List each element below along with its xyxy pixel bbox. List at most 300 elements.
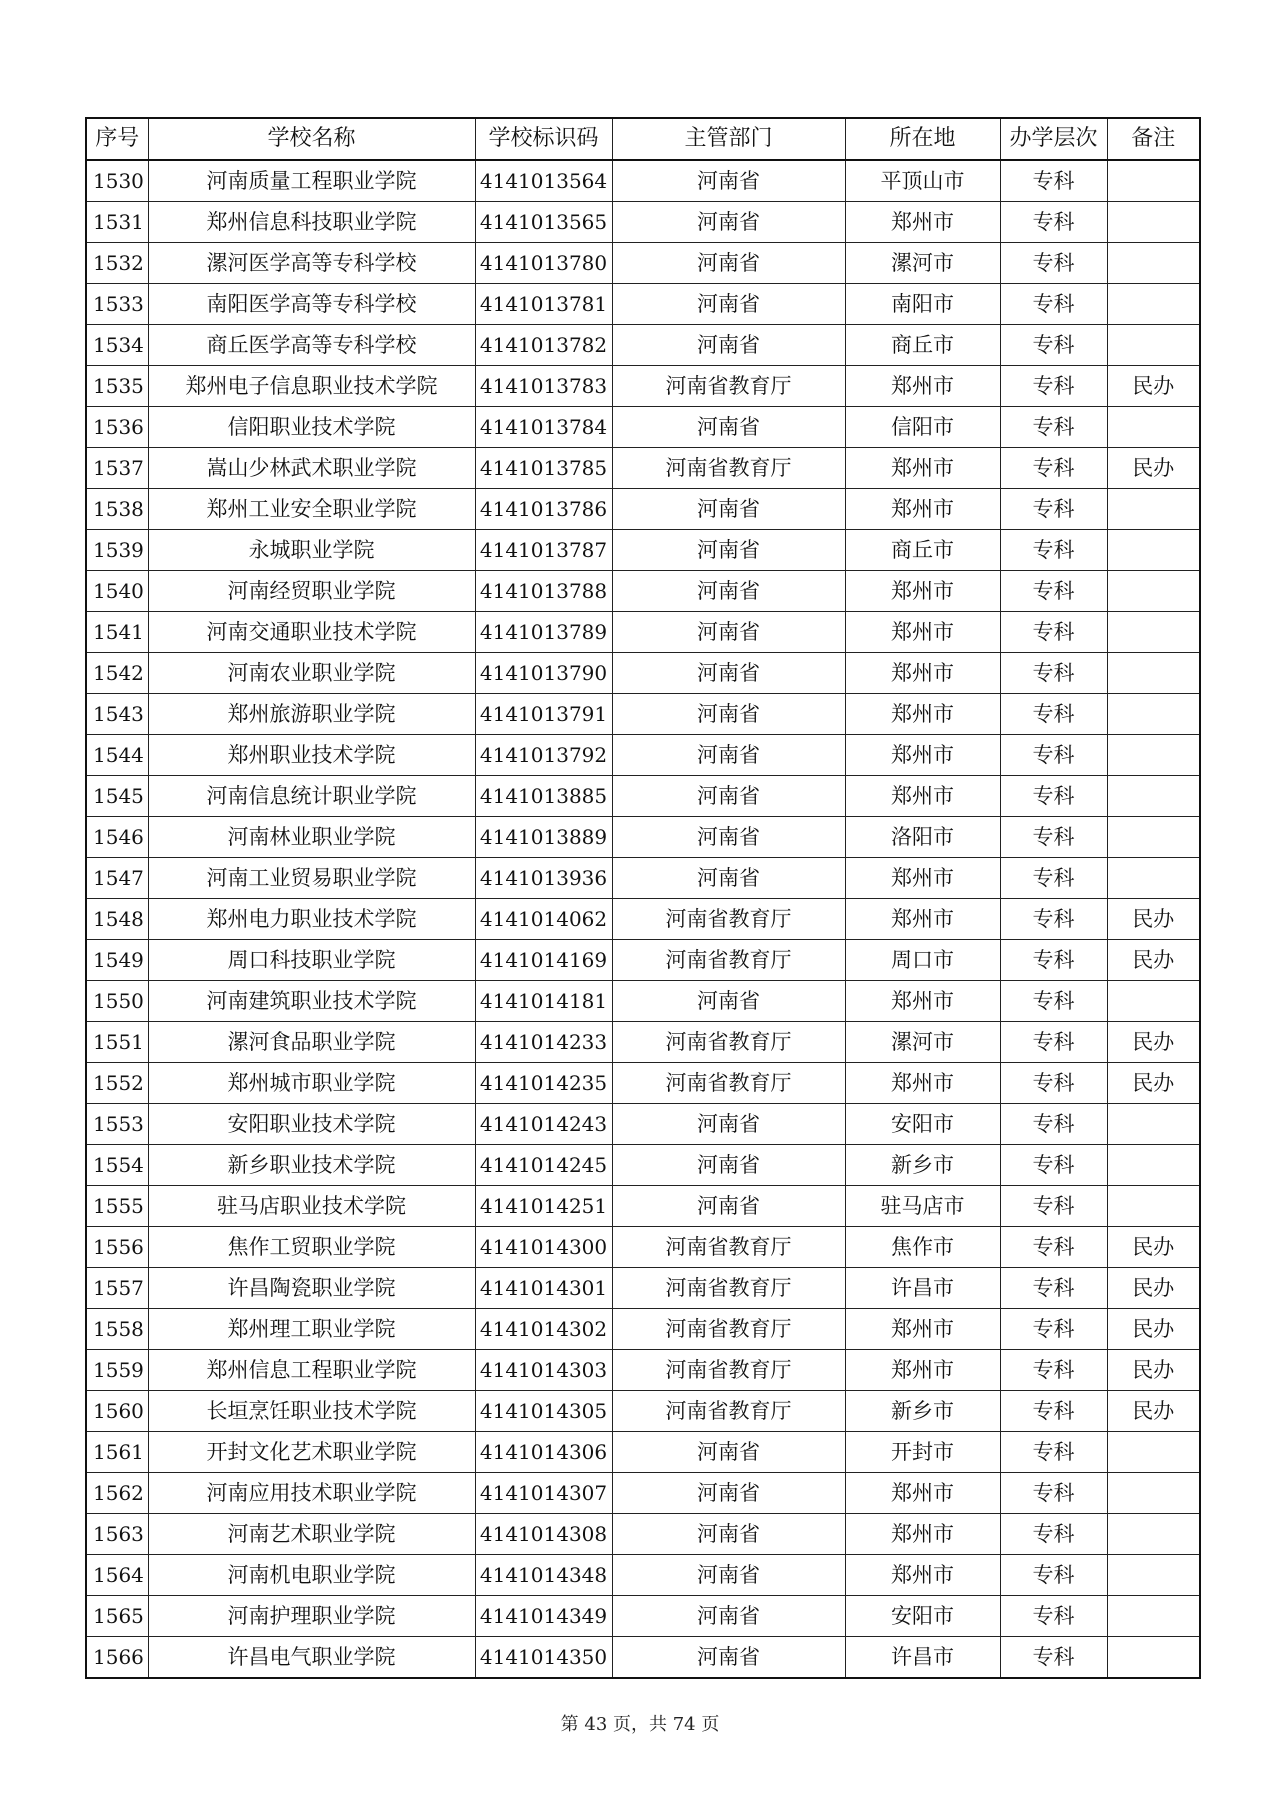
serial-cell: 1541 <box>86 612 148 653</box>
level-cell: 专科 <box>1000 366 1107 407</box>
school-code-cell: 4141014243 <box>475 1104 612 1145</box>
column-header-serial: 序号 <box>86 118 148 160</box>
authority-cell: 河南省 <box>612 1104 845 1145</box>
authority-cell: 河南省 <box>612 858 845 899</box>
school-code-cell: 4141014350 <box>475 1637 612 1679</box>
remarks-cell: 民办 <box>1107 366 1200 407</box>
remarks-cell: 民办 <box>1107 1268 1200 1309</box>
authority-cell: 河南省 <box>612 694 845 735</box>
school-code-cell: 4141014301 <box>475 1268 612 1309</box>
location-cell: 郑州市 <box>845 1350 1000 1391</box>
table-row <box>86 1104 1200 1145</box>
level-cell: 专科 <box>1000 1268 1107 1309</box>
school-code-cell: 4141014307 <box>475 1473 612 1514</box>
school-name-cell: 驻马店职业技术学院 <box>148 1186 475 1227</box>
table-row <box>86 735 1200 776</box>
authority-cell: 河南省教育厅 <box>612 1391 845 1432</box>
location-cell: 许昌市 <box>845 1637 1000 1679</box>
level-cell: 专科 <box>1000 284 1107 325</box>
school-code-cell: 4141013564 <box>475 160 612 202</box>
table-row <box>86 571 1200 612</box>
serial-cell: 1530 <box>86 160 148 202</box>
authority-cell: 河南省 <box>612 612 845 653</box>
location-cell: 郑州市 <box>845 858 1000 899</box>
level-cell: 专科 <box>1000 1473 1107 1514</box>
remarks-cell <box>1107 407 1200 448</box>
serial-cell: 1537 <box>86 448 148 489</box>
location-cell: 安阳市 <box>845 1596 1000 1637</box>
level-cell: 专科 <box>1000 1145 1107 1186</box>
school-code-cell: 4141014300 <box>475 1227 612 1268</box>
serial-cell: 1533 <box>86 284 148 325</box>
table-row <box>86 1022 1200 1063</box>
remarks-cell: 民办 <box>1107 1227 1200 1268</box>
remarks-cell <box>1107 1432 1200 1473</box>
school-name-cell: 河南应用技术职业学院 <box>148 1473 475 1514</box>
table-row <box>86 981 1200 1022</box>
table-header <box>86 118 1200 160</box>
remarks-cell <box>1107 776 1200 817</box>
serial-cell: 1543 <box>86 694 148 735</box>
remarks-cell <box>1107 981 1200 1022</box>
authority-cell: 河南省教育厅 <box>612 1350 845 1391</box>
column-header-school-code: 学校标识码 <box>475 118 612 160</box>
authority-cell: 河南省 <box>612 1186 845 1227</box>
table-row <box>86 160 1200 202</box>
remarks-cell <box>1107 735 1200 776</box>
serial-cell: 1534 <box>86 325 148 366</box>
serial-cell: 1531 <box>86 202 148 243</box>
level-cell: 专科 <box>1000 1350 1107 1391</box>
table-row <box>86 1637 1200 1679</box>
authority-cell: 河南省教育厅 <box>612 899 845 940</box>
remarks-cell <box>1107 160 1200 202</box>
level-cell: 专科 <box>1000 1555 1107 1596</box>
authority-cell: 河南省 <box>612 1514 845 1555</box>
level-cell: 专科 <box>1000 243 1107 284</box>
school-name-cell: 郑州电子信息职业技术学院 <box>148 366 475 407</box>
authority-cell: 河南省教育厅 <box>612 366 845 407</box>
school-name-cell: 河南林业职业学院 <box>148 817 475 858</box>
serial-cell: 1559 <box>86 1350 148 1391</box>
table-row <box>86 1227 1200 1268</box>
serial-cell: 1552 <box>86 1063 148 1104</box>
serial-cell: 1546 <box>86 817 148 858</box>
authority-cell: 河南省 <box>612 284 845 325</box>
school-code-cell: 4141013885 <box>475 776 612 817</box>
table-row <box>86 817 1200 858</box>
remarks-cell <box>1107 653 1200 694</box>
school-name-cell: 安阳职业技术学院 <box>148 1104 475 1145</box>
level-cell: 专科 <box>1000 1227 1107 1268</box>
level-cell: 专科 <box>1000 489 1107 530</box>
remarks-cell <box>1107 694 1200 735</box>
school-list-table <box>85 117 1201 1679</box>
remarks-cell <box>1107 1555 1200 1596</box>
school-name-cell: 河南经贸职业学院 <box>148 571 475 612</box>
table-body <box>86 160 1200 1678</box>
school-name-cell: 信阳职业技术学院 <box>148 407 475 448</box>
location-cell: 郑州市 <box>845 571 1000 612</box>
table-row <box>86 1309 1200 1350</box>
table-row <box>86 899 1200 940</box>
authority-cell: 河南省教育厅 <box>612 1268 845 1309</box>
serial-cell: 1549 <box>86 940 148 981</box>
school-name-cell: 南阳医学高等专科学校 <box>148 284 475 325</box>
table-row <box>86 284 1200 325</box>
level-cell: 专科 <box>1000 694 1107 735</box>
remarks-cell: 民办 <box>1107 940 1200 981</box>
level-cell: 专科 <box>1000 981 1107 1022</box>
authority-cell: 河南省教育厅 <box>612 1227 845 1268</box>
school-name-cell: 商丘医学高等专科学校 <box>148 325 475 366</box>
level-cell: 专科 <box>1000 817 1107 858</box>
serial-cell: 1566 <box>86 1637 148 1679</box>
authority-cell: 河南省 <box>612 489 845 530</box>
table-row <box>86 1350 1200 1391</box>
authority-cell: 河南省 <box>612 571 845 612</box>
table-row <box>86 694 1200 735</box>
table-row <box>86 1063 1200 1104</box>
table-row <box>86 1596 1200 1637</box>
school-code-cell: 4141013936 <box>475 858 612 899</box>
table-row <box>86 407 1200 448</box>
level-cell: 专科 <box>1000 940 1107 981</box>
location-cell: 郑州市 <box>845 1555 1000 1596</box>
remarks-cell: 民办 <box>1107 1350 1200 1391</box>
level-cell: 专科 <box>1000 858 1107 899</box>
location-cell: 许昌市 <box>845 1268 1000 1309</box>
location-cell: 郑州市 <box>845 612 1000 653</box>
table-row <box>86 776 1200 817</box>
school-name-cell: 许昌电气职业学院 <box>148 1637 475 1679</box>
school-name-cell: 长垣烹饪职业技术学院 <box>148 1391 475 1432</box>
location-cell: 新乡市 <box>845 1145 1000 1186</box>
location-cell: 郑州市 <box>845 981 1000 1022</box>
authority-cell: 河南省 <box>612 243 845 284</box>
school-name-cell: 开封文化艺术职业学院 <box>148 1432 475 1473</box>
table-row <box>86 243 1200 284</box>
table-row <box>86 858 1200 899</box>
column-header-level: 办学层次 <box>1000 118 1107 160</box>
level-cell: 专科 <box>1000 202 1107 243</box>
school-code-cell: 4141013789 <box>475 612 612 653</box>
level-cell: 专科 <box>1000 899 1107 940</box>
school-name-cell: 郑州理工职业学院 <box>148 1309 475 1350</box>
authority-cell: 河南省 <box>612 776 845 817</box>
school-code-cell: 4141014348 <box>475 1555 612 1596</box>
authority-cell: 河南省 <box>612 653 845 694</box>
school-code-cell: 4141013786 <box>475 489 612 530</box>
serial-cell: 1564 <box>86 1555 148 1596</box>
serial-cell: 1556 <box>86 1227 148 1268</box>
table-row <box>86 202 1200 243</box>
authority-cell: 河南省 <box>612 325 845 366</box>
serial-cell: 1553 <box>86 1104 148 1145</box>
column-header-remarks: 备注 <box>1107 118 1200 160</box>
serial-cell: 1536 <box>86 407 148 448</box>
remarks-cell <box>1107 1596 1200 1637</box>
authority-cell: 河南省 <box>612 1637 845 1679</box>
table-row <box>86 1145 1200 1186</box>
location-cell: 郑州市 <box>845 1514 1000 1555</box>
level-cell: 专科 <box>1000 407 1107 448</box>
location-cell: 开封市 <box>845 1432 1000 1473</box>
column-header-authority: 主管部门 <box>612 118 845 160</box>
authority-cell: 河南省 <box>612 1555 845 1596</box>
table-row <box>86 366 1200 407</box>
location-cell: 郑州市 <box>845 1309 1000 1350</box>
remarks-cell: 民办 <box>1107 1391 1200 1432</box>
location-cell: 郑州市 <box>845 489 1000 530</box>
location-cell: 郑州市 <box>845 366 1000 407</box>
school-code-cell: 4141013785 <box>475 448 612 489</box>
location-cell: 安阳市 <box>845 1104 1000 1145</box>
school-name-cell: 郑州信息科技职业学院 <box>148 202 475 243</box>
column-header-location: 所在地 <box>845 118 1000 160</box>
level-cell: 专科 <box>1000 612 1107 653</box>
location-cell: 驻马店市 <box>845 1186 1000 1227</box>
table-row <box>86 1555 1200 1596</box>
level-cell: 专科 <box>1000 735 1107 776</box>
authority-cell: 河南省教育厅 <box>612 1063 845 1104</box>
remarks-cell <box>1107 612 1200 653</box>
authority-cell: 河南省 <box>612 817 845 858</box>
location-cell: 郑州市 <box>845 776 1000 817</box>
authority-cell: 河南省教育厅 <box>612 1309 845 1350</box>
page-footer: 第 43 页，共 74 页 <box>560 1714 720 1735</box>
school-code-cell: 4141013788 <box>475 571 612 612</box>
school-name-cell: 郑州信息工程职业学院 <box>148 1350 475 1391</box>
level-cell: 专科 <box>1000 160 1107 202</box>
serial-cell: 1555 <box>86 1186 148 1227</box>
remarks-cell <box>1107 202 1200 243</box>
level-cell: 专科 <box>1000 325 1107 366</box>
serial-cell: 1551 <box>86 1022 148 1063</box>
location-cell: 郑州市 <box>845 653 1000 694</box>
school-name-cell: 郑州工业安全职业学院 <box>148 489 475 530</box>
serial-cell: 1538 <box>86 489 148 530</box>
school-code-cell: 4141014302 <box>475 1309 612 1350</box>
authority-cell: 河南省教育厅 <box>612 1022 845 1063</box>
serial-cell: 1540 <box>86 571 148 612</box>
school-code-cell: 4141014308 <box>475 1514 612 1555</box>
authority-cell: 河南省教育厅 <box>612 448 845 489</box>
serial-cell: 1557 <box>86 1268 148 1309</box>
school-code-cell: 4141014245 <box>475 1145 612 1186</box>
authority-cell: 河南省 <box>612 530 845 571</box>
level-cell: 专科 <box>1000 1432 1107 1473</box>
authority-cell: 河南省 <box>612 1145 845 1186</box>
school-name-cell: 河南护理职业学院 <box>148 1596 475 1637</box>
location-cell: 焦作市 <box>845 1227 1000 1268</box>
location-cell: 新乡市 <box>845 1391 1000 1432</box>
authority-cell: 河南省 <box>612 160 845 202</box>
header-row <box>86 118 1200 160</box>
school-name-cell: 嵩山少林武术职业学院 <box>148 448 475 489</box>
table-row <box>86 1391 1200 1432</box>
table-row <box>86 1473 1200 1514</box>
school-code-cell: 4141013787 <box>475 530 612 571</box>
school-name-cell: 郑州旅游职业学院 <box>148 694 475 735</box>
level-cell: 专科 <box>1000 530 1107 571</box>
remarks-cell <box>1107 530 1200 571</box>
serial-cell: 1545 <box>86 776 148 817</box>
remarks-cell <box>1107 489 1200 530</box>
school-name-cell: 河南交通职业技术学院 <box>148 612 475 653</box>
location-cell: 郑州市 <box>845 448 1000 489</box>
remarks-cell <box>1107 858 1200 899</box>
school-code-cell: 4141014251 <box>475 1186 612 1227</box>
school-code-cell: 4141014303 <box>475 1350 612 1391</box>
school-code-cell: 4141014169 <box>475 940 612 981</box>
serial-cell: 1535 <box>86 366 148 407</box>
remarks-cell: 民办 <box>1107 1309 1200 1350</box>
location-cell: 洛阳市 <box>845 817 1000 858</box>
authority-cell: 河南省 <box>612 1473 845 1514</box>
remarks-cell <box>1107 243 1200 284</box>
serial-cell: 1554 <box>86 1145 148 1186</box>
school-code-cell: 4141013791 <box>475 694 612 735</box>
school-code-cell: 4141014349 <box>475 1596 612 1637</box>
remarks-cell: 民办 <box>1107 1022 1200 1063</box>
location-cell: 郑州市 <box>845 899 1000 940</box>
remarks-cell <box>1107 817 1200 858</box>
school-name-cell: 许昌陶瓷职业学院 <box>148 1268 475 1309</box>
serial-cell: 1539 <box>86 530 148 571</box>
serial-cell: 1560 <box>86 1391 148 1432</box>
authority-cell: 河南省 <box>612 407 845 448</box>
table-row <box>86 489 1200 530</box>
authority-cell: 河南省 <box>612 1432 845 1473</box>
level-cell: 专科 <box>1000 1391 1107 1432</box>
location-cell: 郑州市 <box>845 735 1000 776</box>
remarks-cell <box>1107 1637 1200 1679</box>
location-cell: 平顶山市 <box>845 160 1000 202</box>
school-code-cell: 4141014233 <box>475 1022 612 1063</box>
authority-cell: 河南省 <box>612 981 845 1022</box>
serial-cell: 1548 <box>86 899 148 940</box>
table-row <box>86 448 1200 489</box>
remarks-cell: 民办 <box>1107 448 1200 489</box>
serial-cell: 1550 <box>86 981 148 1022</box>
school-name-cell: 河南工业贸易职业学院 <box>148 858 475 899</box>
serial-cell: 1562 <box>86 1473 148 1514</box>
column-header-school-name: 学校名称 <box>148 118 475 160</box>
serial-cell: 1547 <box>86 858 148 899</box>
school-code-cell: 4141013889 <box>475 817 612 858</box>
table-row <box>86 1432 1200 1473</box>
table-row <box>86 653 1200 694</box>
location-cell: 漯河市 <box>845 243 1000 284</box>
remarks-cell <box>1107 325 1200 366</box>
location-cell: 南阳市 <box>845 284 1000 325</box>
school-name-cell: 河南质量工程职业学院 <box>148 160 475 202</box>
school-code-cell: 4141013783 <box>475 366 612 407</box>
remarks-cell <box>1107 1145 1200 1186</box>
location-cell: 信阳市 <box>845 407 1000 448</box>
level-cell: 专科 <box>1000 653 1107 694</box>
school-name-cell: 河南艺术职业学院 <box>148 1514 475 1555</box>
level-cell: 专科 <box>1000 1063 1107 1104</box>
location-cell: 郑州市 <box>845 1473 1000 1514</box>
level-cell: 专科 <box>1000 1514 1107 1555</box>
remarks-cell <box>1107 1104 1200 1145</box>
level-cell: 专科 <box>1000 776 1107 817</box>
level-cell: 专科 <box>1000 1637 1107 1679</box>
table-row <box>86 1268 1200 1309</box>
authority-cell: 河南省 <box>612 1596 845 1637</box>
serial-cell: 1563 <box>86 1514 148 1555</box>
school-name-cell: 郑州城市职业学院 <box>148 1063 475 1104</box>
serial-cell: 1558 <box>86 1309 148 1350</box>
school-code-cell: 4141013784 <box>475 407 612 448</box>
level-cell: 专科 <box>1000 1104 1107 1145</box>
school-code-cell: 4141014306 <box>475 1432 612 1473</box>
location-cell: 周口市 <box>845 940 1000 981</box>
school-name-cell: 河南农业职业学院 <box>148 653 475 694</box>
serial-cell: 1542 <box>86 653 148 694</box>
school-name-cell: 永城职业学院 <box>148 530 475 571</box>
school-code-cell: 4141013780 <box>475 243 612 284</box>
level-cell: 专科 <box>1000 1186 1107 1227</box>
serial-cell: 1532 <box>86 243 148 284</box>
location-cell: 郑州市 <box>845 694 1000 735</box>
school-name-cell: 郑州职业技术学院 <box>148 735 475 776</box>
level-cell: 专科 <box>1000 1309 1107 1350</box>
level-cell: 专科 <box>1000 448 1107 489</box>
remarks-cell: 民办 <box>1107 899 1200 940</box>
school-name-cell: 新乡职业技术学院 <box>148 1145 475 1186</box>
table-row <box>86 530 1200 571</box>
school-name-cell: 漯河医学高等专科学校 <box>148 243 475 284</box>
school-name-cell: 焦作工贸职业学院 <box>148 1227 475 1268</box>
level-cell: 专科 <box>1000 1022 1107 1063</box>
school-name-cell: 河南信息统计职业学院 <box>148 776 475 817</box>
school-code-cell: 4141013790 <box>475 653 612 694</box>
table-row <box>86 1514 1200 1555</box>
serial-cell: 1565 <box>86 1596 148 1637</box>
school-name-cell: 周口科技职业学院 <box>148 940 475 981</box>
school-code-cell: 4141014305 <box>475 1391 612 1432</box>
location-cell: 郑州市 <box>845 1063 1000 1104</box>
table-row <box>86 940 1200 981</box>
remarks-cell <box>1107 1473 1200 1514</box>
school-name-cell: 河南机电职业学院 <box>148 1555 475 1596</box>
school-name-cell: 河南建筑职业技术学院 <box>148 981 475 1022</box>
location-cell: 商丘市 <box>845 530 1000 571</box>
table-row <box>86 612 1200 653</box>
remarks-cell <box>1107 1514 1200 1555</box>
school-code-cell: 4141014181 <box>475 981 612 1022</box>
serial-cell: 1561 <box>86 1432 148 1473</box>
school-code-cell: 4141013792 <box>475 735 612 776</box>
authority-cell: 河南省教育厅 <box>612 940 845 981</box>
location-cell: 郑州市 <box>845 202 1000 243</box>
remarks-cell <box>1107 284 1200 325</box>
remarks-cell <box>1107 1186 1200 1227</box>
school-code-cell: 4141013781 <box>475 284 612 325</box>
serial-cell: 1544 <box>86 735 148 776</box>
remarks-cell: 民办 <box>1107 1063 1200 1104</box>
authority-cell: 河南省 <box>612 202 845 243</box>
school-code-cell: 4141014062 <box>475 899 612 940</box>
table-row <box>86 325 1200 366</box>
location-cell: 商丘市 <box>845 325 1000 366</box>
school-code-cell: 4141014235 <box>475 1063 612 1104</box>
school-code-cell: 4141013782 <box>475 325 612 366</box>
table-row <box>86 1186 1200 1227</box>
